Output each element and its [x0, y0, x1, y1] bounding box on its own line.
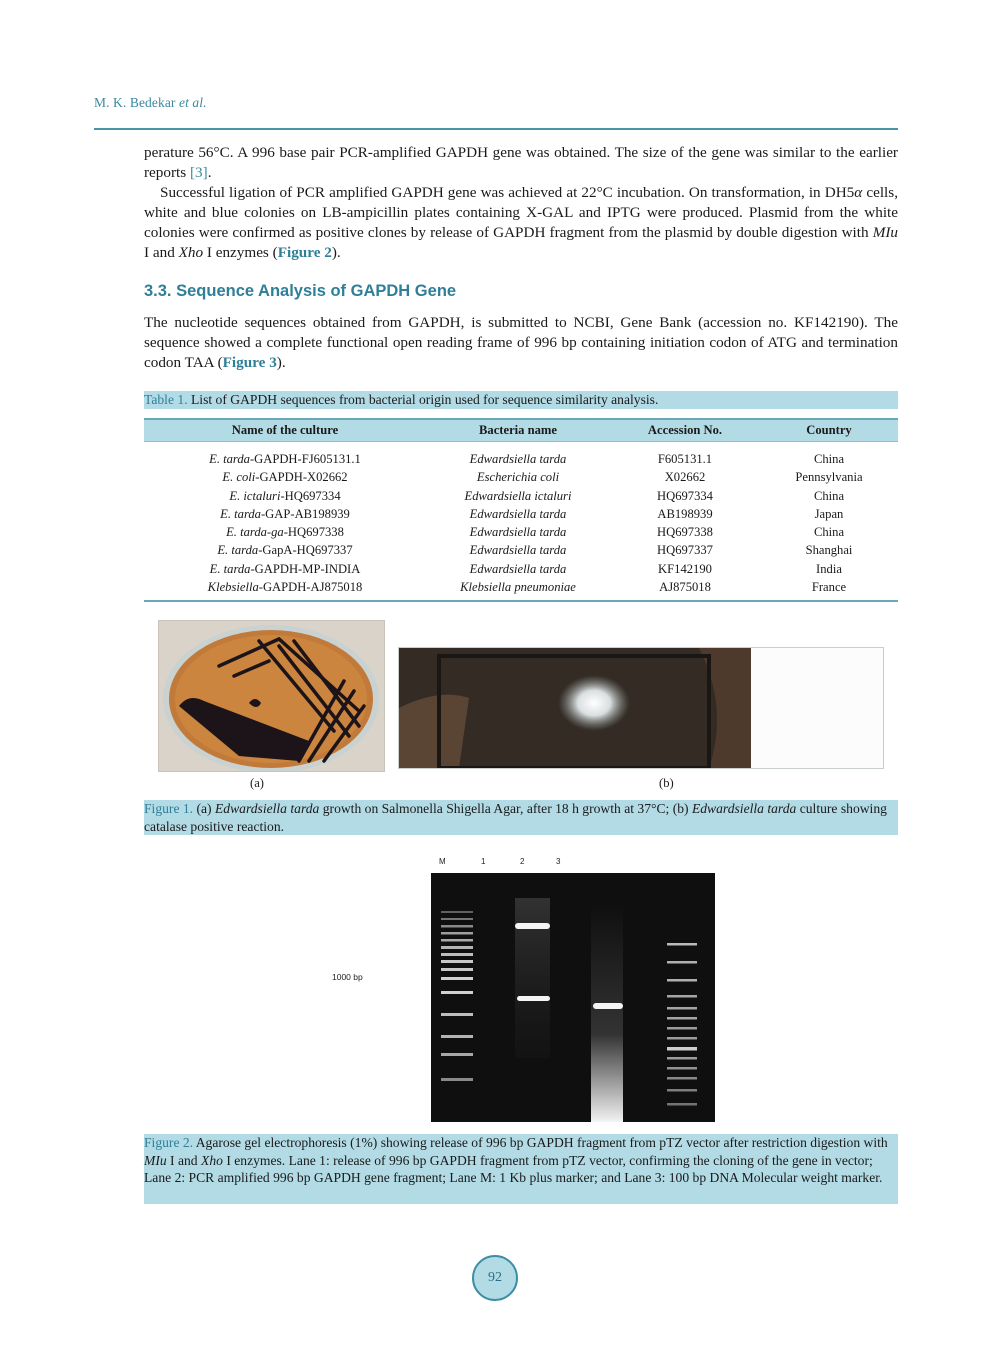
section-heading: 3.3. Sequence Analysis of GAPDH Gene — [144, 282, 457, 300]
marker-1000bp-label: 1000 bp — [332, 972, 363, 982]
figure-2-label: Figure 2. — [144, 1135, 194, 1150]
column-header-accession: Accession No. — [610, 419, 760, 442]
table-row: E. coli-GAPDH-X02662 Escherichia coli X02662 Pennsylvania — [222, 470, 863, 485]
header-divider — [94, 128, 898, 130]
citation-link[interactable]: [3] — [189, 164, 208, 181]
lane-label-m: M — [439, 857, 446, 866]
running-head-etal: et al. — [179, 95, 207, 110]
column-header-country: Country — [760, 419, 898, 442]
table-row: E. tarda-GAPDH-MP-INDIA Edwardsiella tarda KF142190 India — [209, 561, 842, 576]
body-paragraphs-top — [144, 143, 898, 263]
figure-1b-catalase-slide-image — [398, 647, 884, 769]
lane-label-3: 3 — [556, 857, 561, 866]
figure-2-link[interactable]: Figure 2 — [277, 244, 332, 261]
lane-label-2: 2 — [520, 857, 525, 866]
table-1-caption: Table 1. List of GAPDH sequences from bacterial origin used for sequence similarity analysis. — [144, 391, 898, 409]
table-row: Klebsiella-GAPDH-AJ875018 Klebsiella pneumoniae AJ875018 France — [207, 580, 847, 595]
figure-1-caption: Figure 1. (a) Edwardsiella tarda growth on Salmonella Shigella Agar, after 18 h growth at 37°C; (b) Edwardsiella tarda culture showing catalase positive reaction. — [144, 800, 898, 835]
page-number-badge: 92 — [472, 1255, 518, 1301]
table-header-row — [144, 419, 898, 442]
figure-1-label: Figure 1. — [144, 801, 194, 816]
lane-label-1: 1 — [481, 857, 486, 866]
figure-3-link[interactable]: Figure 3 — [222, 354, 277, 371]
table-row: E. tarda-GAP-AB198939 Edwardsiella tarda AB198939 Japan — [220, 506, 844, 521]
table-1 — [144, 418, 898, 596]
running-head — [94, 95, 207, 111]
table-row: E. tarda-ga-HQ697338 Edwardsiella tarda HQ697338 China — [226, 525, 845, 540]
figure-1b-label: (b) — [659, 776, 674, 790]
table-row: E. tarda-GapA-HQ697337 Edwardsiella tarda HQ697337 Shanghai — [217, 543, 853, 558]
table-row: E. tarda-GAPDH-FJ605131.1 Edwardsiella tarda F605131.1 China — [209, 452, 845, 466]
table-1-label: Table 1. — [144, 392, 188, 407]
column-header-culture: Name of the culture — [144, 419, 426, 442]
table-row: E. ictaluri-HQ697334 Edwardsiella ictaluri HQ697334 China — [229, 488, 845, 503]
figure-1a-label: (a) — [250, 776, 264, 790]
table-bottom-rule — [144, 600, 898, 602]
paragraph-1: perature 56°C. A 996 base pair PCR-amplified GAPDH gene was obtained. The size of the gene was similar to the earlier reports [3]. — [144, 144, 898, 181]
figure-2-caption: Figure 2. Agarose gel electrophoresis (1%) showing release of 996 bp GAPDH fragment from pTZ vector after restriction digestion with MIu I and Xho I enzymes. Lane 1: release of 996 bp GAPDH fragment from pTZ vector, confirming the cloning of the gene in vector; Lane 2: PCR amplified 996 bp GAPDH gene fragment; Lane M: 1 Kb plus marker; and Lane 3: 100 bp DNA Molecular weight marker. — [144, 1134, 898, 1204]
column-header-bacteria: Bacteria name — [426, 419, 610, 442]
running-head-authors: M. K. Bedekar — [94, 95, 176, 110]
figure-2-gel-image — [431, 873, 715, 1122]
paragraph-2: Successful ligation of PCR amplified GAPDH gene was achieved at 22°C incubation. On transformation, in DH5α cells, white and blue colonies on LB-ampicillin plates containing X-GAL and IPTG were produced. Plasmid from the white colonies were confirmed as positive clones by release of GAPDH fragment from the plasmid by double digestion with MIu I and Xho I enzymes (Figure 2). — [144, 184, 898, 261]
paragraph-3: The nucleotide sequences obtained from GAPDH, is submitted to NCBI, Gene Bank (accession no. KF142190). The sequence showed a complete functional open reading frame of 996 bp containing initiation codon of ATG and termination codon TAA (Figure 3). — [144, 314, 898, 371]
figure-1a-agar-plate-image — [158, 620, 385, 772]
